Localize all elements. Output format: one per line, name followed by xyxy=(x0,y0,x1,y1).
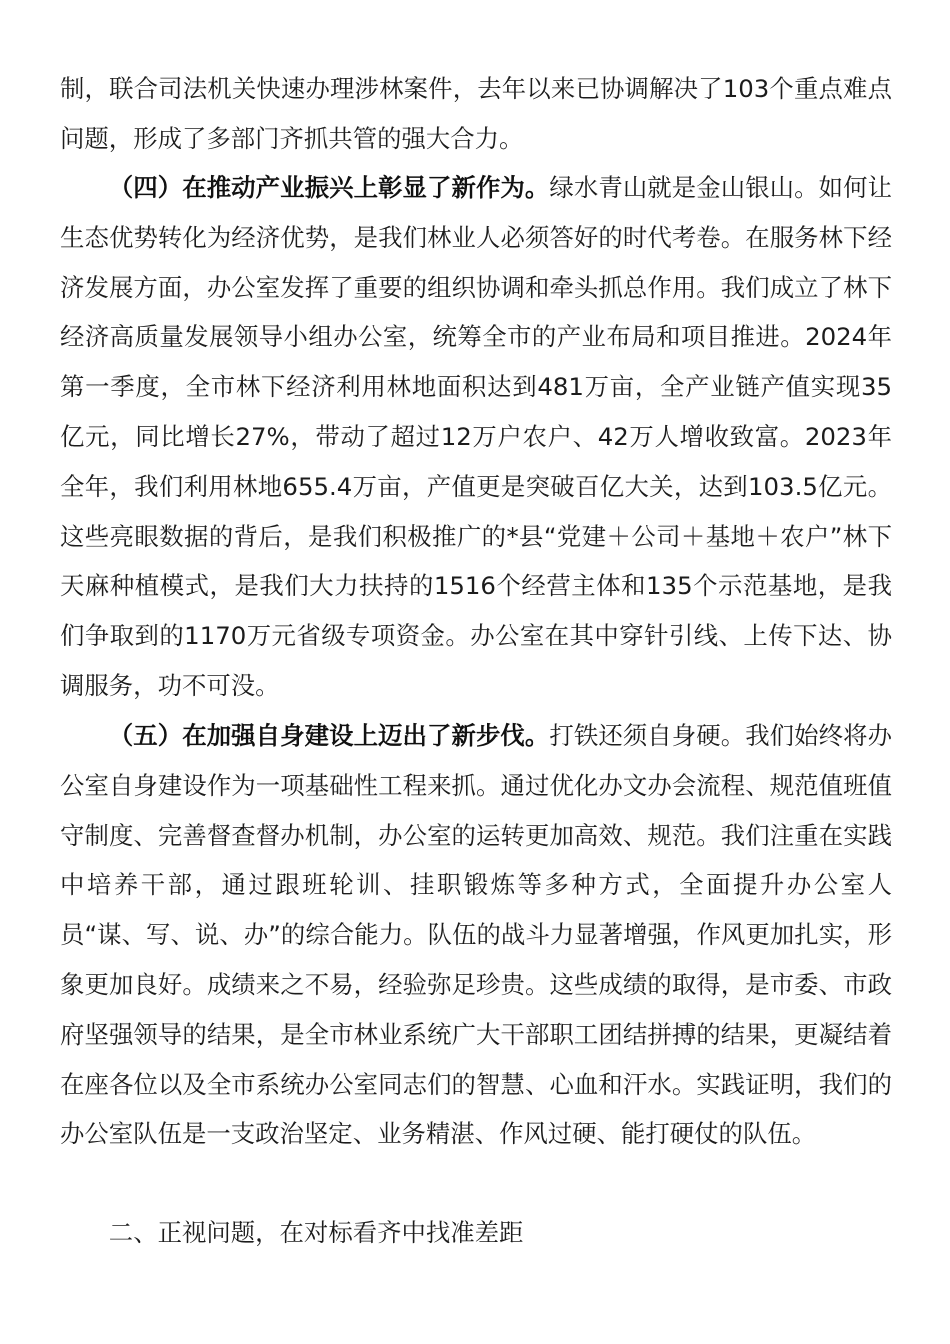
continuation-paragraph: 制，联合司法机关快速办理涉林案件，去年以来已协调解决了103个重点难点问题，形成了多部门齐抓共管的强大合力。 xyxy=(60,74,892,153)
section-four-heading: （四）在推动产业振兴上彰显了新作为。 xyxy=(108,173,550,202)
section-four-body: 绿水青山就是金山银山。如何让生态优势转化为经济优势，是我们林业人必须答好的时代考卷。在服务林下经济发展方面，办公室发挥了重要的组织协调和牵头抓总作用。我们成立了林下经济高质量发展领导小组办公室，统筹全市的产业布局和项目推进。2024年第一季度，全市林下经济利用林地面积达到481万亩，全产业链产值实现35亿元，同比增长27%，带动了超过12万户农户、42万人增收致富。2023年全年，我们利用林地655.4万亩，产值更是突破百亿大关，达到103.5亿元。这些亮眼数据的背后，是我们积极推广的*县“党建＋公司＋基地＋农户”林下天麻种植模式，是我们大力扶持的1516个经营主体和135个示范基地，是我们争取到的1170万元省级专项资金。办公室在其中穿针引线、上传下达、协调服务，功不可没。 xyxy=(60,173,892,700)
section-five-body: 打铁还须自身硬。我们始终将办公室自身建设作为一项基础性工程来抓。通过优化办文办会流程、规范值班值守制度、完善督查督办机制，办公室的运转更加高效、规范。我们注重在实践中培养干部，通过跟班轮训、挂职锻炼等多种方式，全面提升办公室人员“谋、写、说、办”的综合能力。队伍的战斗力显著增强，作风更加扎实，形象更加良好。成绩来之不易，经验弥足珍贵。这些成绩的取得，是市委、市政府坚强领导的结果，是全市林业系统广大干部职工团结拼搏的结果，更凝结着在座各位以及全市系统办公室同志们的智慧、心血和汗水。实践证明，我们的办公室队伍是一支政治坚定、业务精湛、作风过硬、能打硬仗的队伍。 xyxy=(60,721,892,1149)
continuation-paragraph-block xyxy=(60,64,892,164)
section-four-paragraph xyxy=(60,163,892,711)
section-five-block xyxy=(60,711,892,1159)
section-two-block xyxy=(60,1208,892,1258)
section-four-block xyxy=(60,163,892,711)
section-five-heading: （五）在加强自身建设上迈出了新步伐。 xyxy=(108,721,550,750)
section-five-paragraph xyxy=(60,711,892,1159)
section-two-heading: 二、正视问题，在对标看齐中找准差距 xyxy=(108,1218,524,1247)
